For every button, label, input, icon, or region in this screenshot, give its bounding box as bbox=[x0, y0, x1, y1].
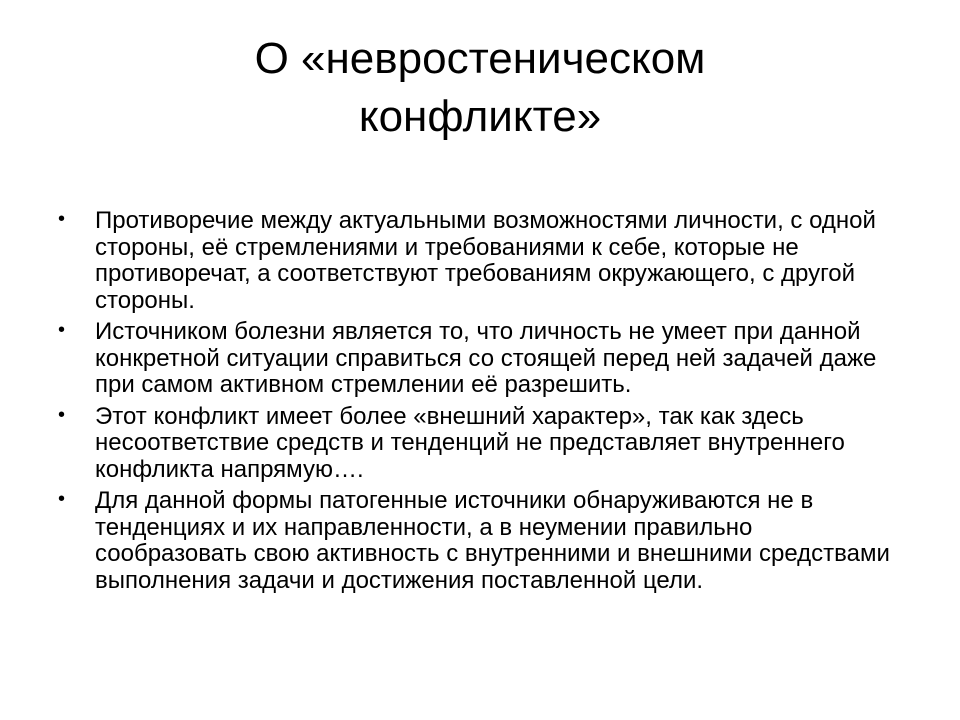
slide-title-line-2: конфликте» bbox=[358, 92, 602, 141]
bullet-text: Для данной формы патогенные источники обнаруживаются не в тенденциях и их направленности, а в неумении правильно сообразовать свою активность с внутренними и внешними средствами выполнения задачи и достижения поставленной цели. bbox=[95, 487, 890, 594]
bullet-text: Источником болезни является то, что личность не умеет при данной конкретной ситуации справиться со стоящей перед ней задачей даже при самом активном стремлении её разрешить. bbox=[95, 318, 877, 398]
bullet-text: Противоречие между актуальными возможностями личности, с одной стороны, её стремлениями и требованиями к себе, которые не противоречат, а соответствуют требованиям окружающего, с другой стороны. bbox=[95, 207, 876, 314]
bullet-list bbox=[58, 208, 908, 599]
bullet-item bbox=[58, 404, 908, 484]
bullet-marker: • bbox=[58, 403, 66, 426]
slide-title bbox=[120, 30, 840, 146]
bullet-item bbox=[58, 488, 908, 594]
bullet-text: Этот конфликт имеет более «внешний характер», так как здесь несоответствие средств и тенденций не представляет внутреннего конфликта напрямую…. bbox=[95, 402, 845, 483]
slide-title-line-1: О «невростеническом bbox=[254, 34, 706, 83]
bullet-marker: • bbox=[58, 488, 66, 510]
bullet-marker: • bbox=[58, 208, 66, 230]
bullet-item bbox=[58, 319, 908, 399]
bullet-marker: • bbox=[58, 319, 66, 341]
bullet-item bbox=[58, 208, 908, 314]
